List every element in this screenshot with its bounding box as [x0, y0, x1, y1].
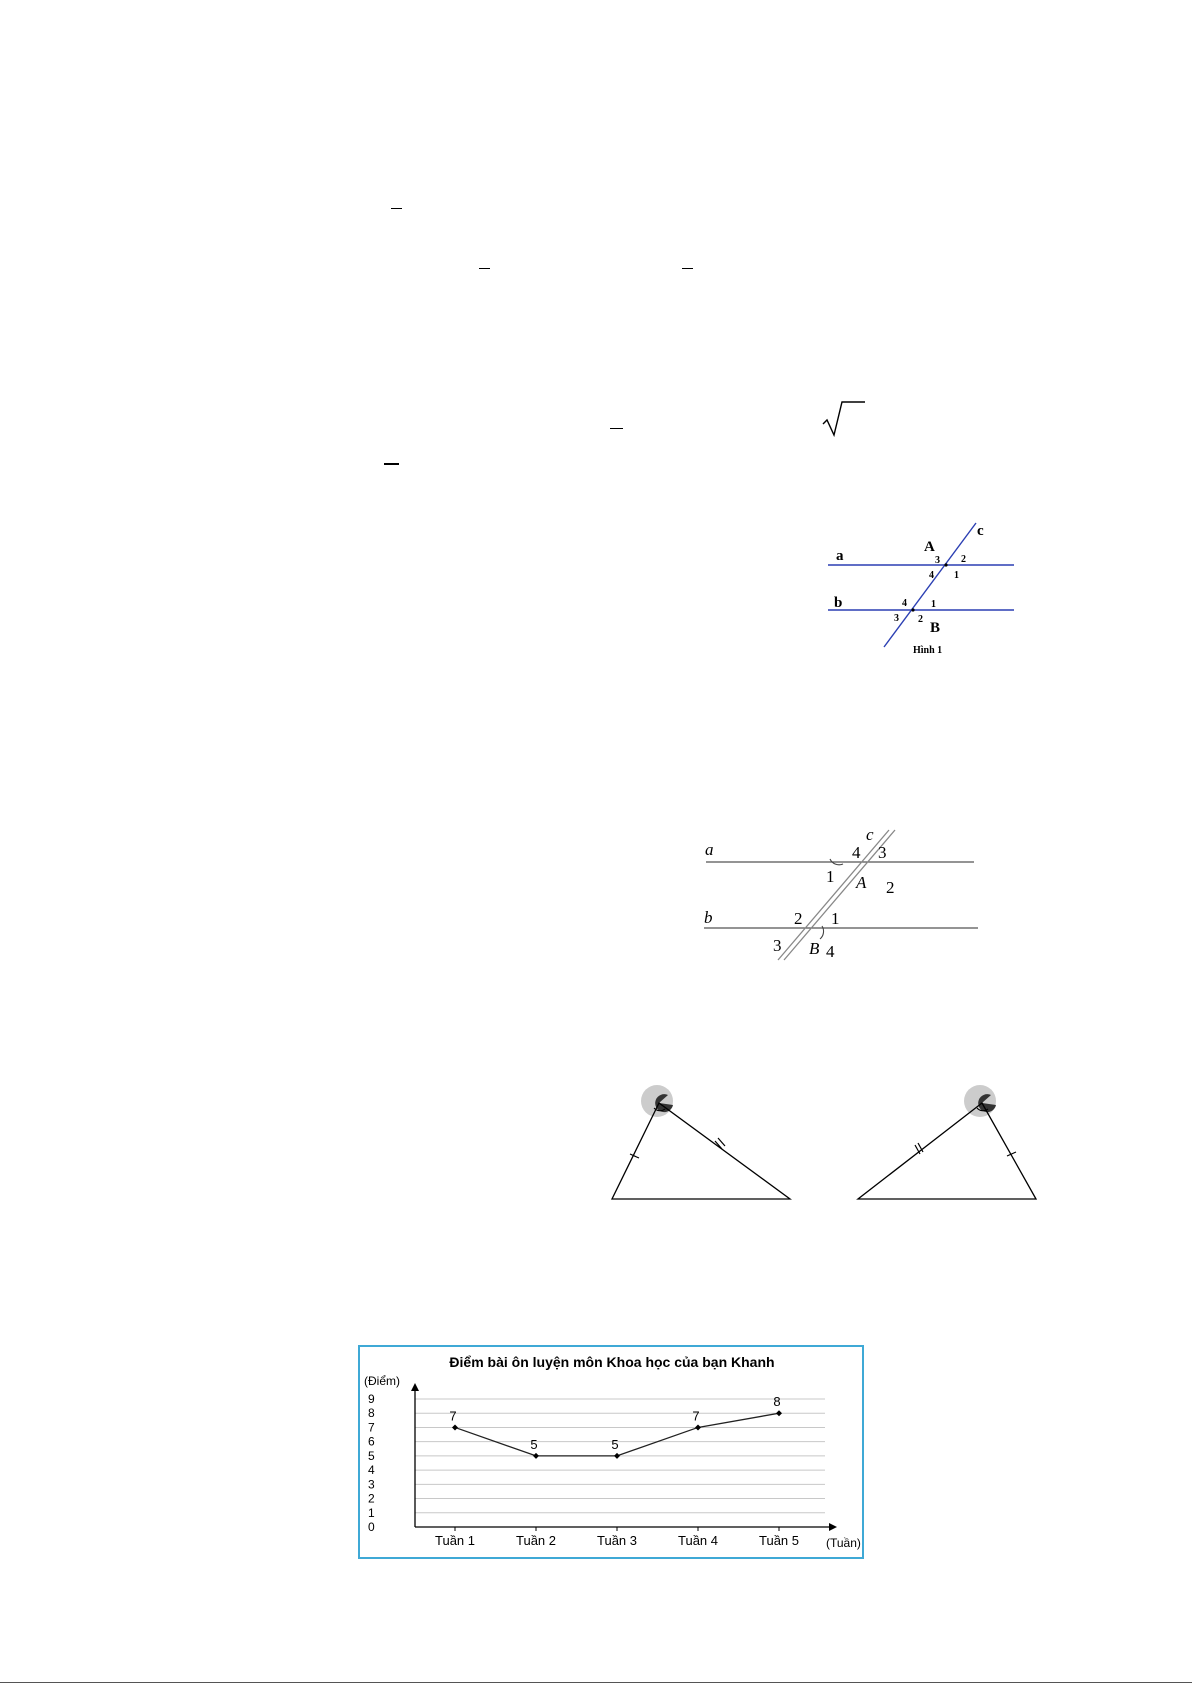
y-tick-label: 6	[368, 1434, 375, 1449]
y-tick-label: 3	[368, 1477, 375, 1492]
x-tick-label: Tuần 1	[435, 1533, 475, 1548]
angle-A-4: 4	[929, 570, 934, 581]
triangle-left	[612, 1085, 790, 1199]
line-c	[778, 830, 889, 960]
angle-A-1: 1	[826, 867, 835, 886]
y-tick-label: 5	[368, 1448, 375, 1463]
y-tick-label: 9	[368, 1392, 375, 1406]
fraction-bar	[479, 268, 490, 269]
fraction-bar	[391, 208, 402, 209]
label-point-B: B	[930, 620, 941, 636]
angle-B-4: 4	[826, 942, 835, 961]
y-tick-label: 7	[368, 1420, 375, 1435]
y-tick-label: 8	[368, 1406, 375, 1421]
angle-A-2: 2	[961, 554, 966, 565]
label-b: b	[704, 908, 713, 927]
figure-1-parallel-lines	[820, 515, 1020, 665]
y-tick-label: 2	[368, 1491, 375, 1506]
angle-A-4: 4	[852, 843, 861, 862]
data-label: 5	[530, 1436, 538, 1452]
figure-caption: Hình 1	[913, 645, 943, 656]
x-tick-labels	[435, 1533, 799, 1548]
chart-title: Điểm bài ôn luyện môn Khoa học của bạn Khanh	[449, 1354, 775, 1370]
x-tick-label: Tuần 2	[516, 1533, 556, 1548]
x-axis-label: (Tuần)	[826, 1536, 861, 1550]
line-chart	[360, 1347, 862, 1557]
angle-A-1: 1	[954, 570, 959, 581]
label-b: b	[834, 595, 843, 611]
y-tick-label: 1	[368, 1505, 375, 1520]
angle-B-1: 1	[931, 599, 936, 610]
label-point-B: B	[809, 939, 820, 958]
data-label: 5	[611, 1436, 619, 1452]
data-point	[776, 1410, 782, 1416]
data-point	[533, 1453, 539, 1459]
fraction-bar	[610, 428, 623, 429]
label-point-A: A	[924, 539, 935, 555]
data-point	[614, 1453, 620, 1459]
figure-2-parallel-lines	[690, 820, 990, 970]
data-label: 7	[692, 1408, 700, 1424]
page-bottom-rule	[0, 1682, 1192, 1683]
angle-B-4: 4	[902, 598, 907, 609]
fraction-bar	[384, 463, 399, 465]
fraction-bar	[682, 268, 693, 269]
y-tick-label: 0	[368, 1520, 375, 1534]
angle-B-3: 3	[773, 936, 782, 955]
angle-A-3: 3	[878, 843, 887, 862]
y-tick-labels	[368, 1392, 375, 1534]
angle-B-1: 1	[831, 909, 840, 928]
label-point-A: A	[856, 873, 867, 892]
label-a: a	[836, 548, 844, 564]
triangle-right	[858, 1085, 1036, 1199]
x-tick-label: Tuần 4	[678, 1533, 718, 1548]
data-point	[452, 1424, 458, 1430]
line-chart-panel	[358, 1345, 864, 1559]
data-point	[695, 1424, 701, 1430]
angle-B-2: 2	[918, 614, 923, 625]
label-c: c	[977, 523, 984, 539]
label-c: c	[866, 825, 874, 844]
x-tick-label: Tuần 5	[759, 1533, 799, 1548]
label-a: a	[705, 840, 714, 859]
angle-A-2: 2	[886, 878, 895, 897]
angle-B-2: 2	[794, 909, 803, 928]
angle-A-3: 3	[935, 555, 940, 566]
square-root-sign	[822, 398, 866, 438]
y-tick-label: 4	[368, 1463, 375, 1478]
data-label: 7	[449, 1408, 457, 1424]
angle-B-3: 3	[894, 613, 899, 624]
chart-series	[449, 1394, 782, 1459]
x-axis-arrow	[829, 1523, 837, 1531]
data-label: 8	[773, 1394, 781, 1410]
y-axis-label: (Điểm)	[364, 1374, 400, 1388]
x-tick-label: Tuần 3	[597, 1533, 637, 1548]
figure-3-triangles	[600, 1075, 1060, 1210]
y-axis-arrow	[411, 1383, 419, 1391]
